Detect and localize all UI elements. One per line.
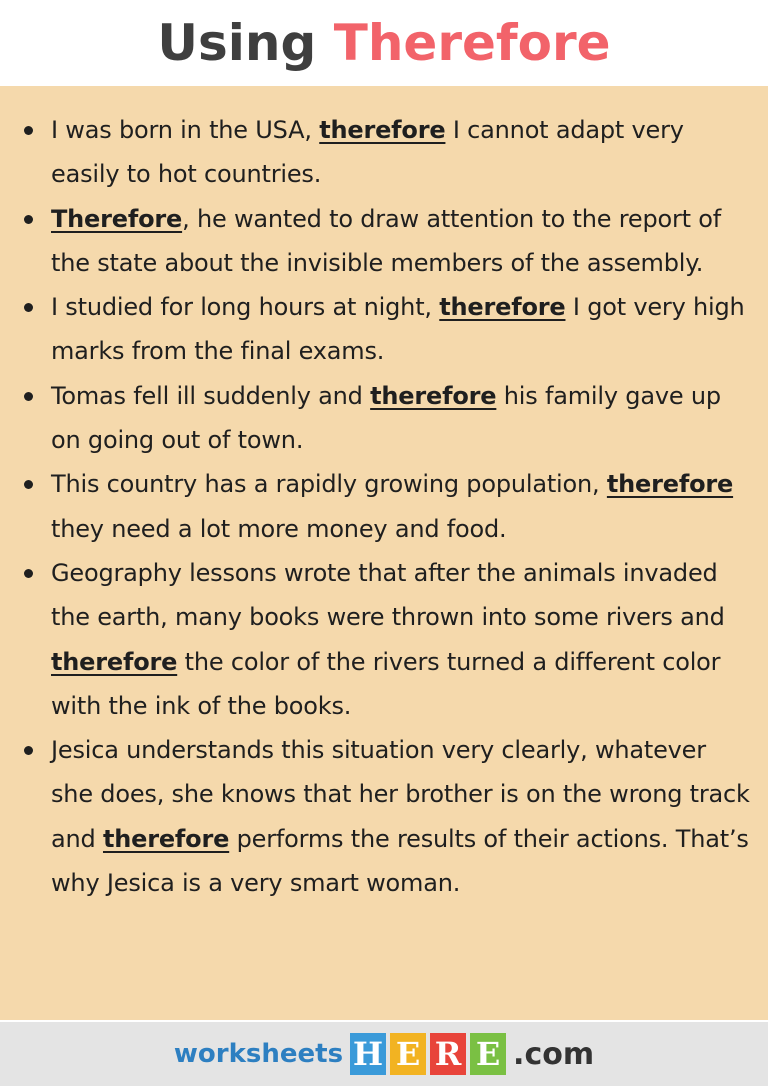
sentence-before: I was born in the USA, [51,116,320,144]
sentence-item [0,374,768,463]
brand-logo [174,1033,594,1075]
sentence-before: Jesica understands this situation very clearly, whatever she does, she knows that her brother is on the wrong track and [51,736,750,853]
bullet-icon [24,215,33,224]
keyword-therefore: therefore [606,470,734,499]
title-part-using: Using [157,14,317,72]
sentence-item [0,285,768,374]
sentence-after: the color of the rivers turned a different color with the ink of the books. [51,647,721,720]
title-part-therefore: Therefore [333,14,611,72]
brand-tile-e: E [390,1033,426,1075]
bullet-icon [24,392,33,401]
bullet-icon [24,746,33,755]
sentence-item [0,197,768,286]
keyword-therefore: therefore [439,293,566,322]
sentence-after: performs the results of their actions. That’s why Jesica is a very smart woman. [51,824,749,898]
sentence-after: his family gave up on going out of town. [51,381,721,455]
page-title [0,0,768,86]
sentence-after: I got very high marks from the final exams. [51,293,745,366]
sentence-before: Tomas fell ill suddenly and [51,381,371,410]
sentence-after: they need a lot more money and food. [51,514,507,543]
keyword-therefore: therefore [370,381,497,410]
sentence-item [0,462,768,551]
sentence-after: , he wanted to draw attention to the report of the state about the invisible members of the assembly. [51,204,722,277]
bullet-icon [24,126,33,135]
title-space [316,14,333,72]
bullet-icon [24,569,33,578]
sentence-before: Geography lessons wrote that after the animals invaded the earth, many books were thrown into some rivers and [51,558,725,632]
bullet-icon [24,480,33,489]
sentence-panel [0,86,768,1020]
brand-prefix: worksheets [173,1039,344,1069]
brand-tile-r: R [430,1033,466,1075]
sentence-before: This country has a rapidly growing population, [51,470,607,499]
sentence-after: I cannot adapt very easily to hot countries. [51,116,684,189]
brand-tile-e2: E [470,1033,506,1075]
brand-tile-h: H [350,1033,386,1075]
footer-bar [0,1022,768,1086]
keyword-therefore: therefore [319,116,446,144]
bullet-icon [24,303,33,312]
brand-suffix: .com [513,1036,595,1072]
sentence-item [0,551,768,728]
sentence-list [0,108,768,905]
keyword-therefore: therefore [102,824,230,853]
keyword-therefore: therefore [51,647,178,676]
sentence-item [0,108,768,197]
keyword-therefore: Therefore [51,204,183,233]
sentence-item [0,728,768,905]
sentence-before: I studied for long hours at night, [51,293,440,322]
